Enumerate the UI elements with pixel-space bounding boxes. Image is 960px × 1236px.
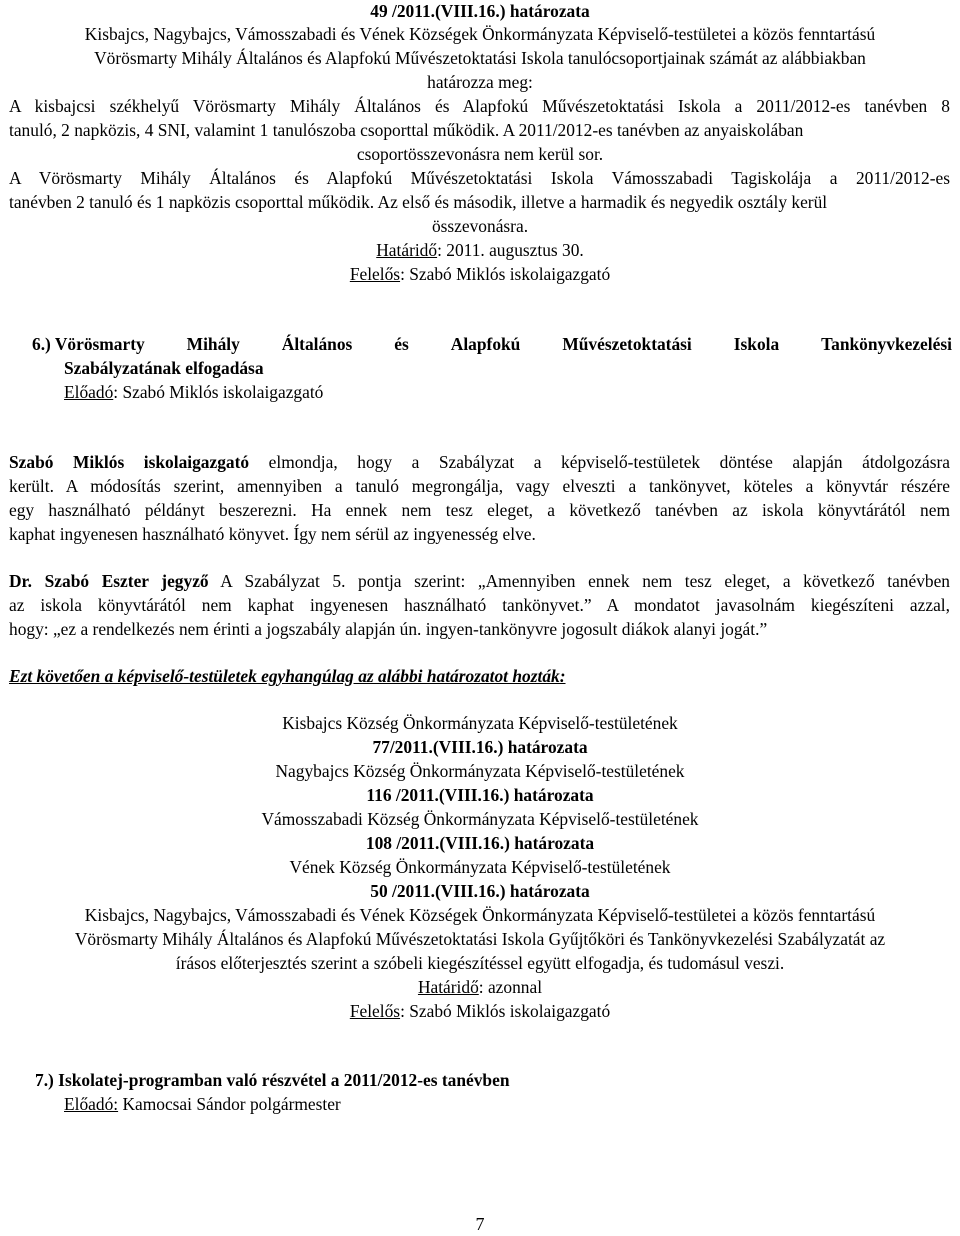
paragraph-line (9, 570, 950, 592)
deadline-value: : 2011. augusztus 30. (437, 240, 584, 260)
responsible-label: Felelős (349, 264, 401, 284)
speech-text: A Szabályzat 5. pontja szerint: „Amennyiben ennek nem tesz eleget, a következő tanévben (208, 571, 951, 591)
resolution-intro-line: határozza meg: (427, 72, 533, 92)
paragraph-line: tanuló, 2 napközis, 4 SNI, valamint 1 tanulószoba csoporttal működik. A 2011/2012-es tanévben az anyaiskolában (9, 120, 804, 140)
speech-text: elmondja, hogy a Szabályzat a képviselő-testületek döntése alapján átdolgozásra (249, 452, 950, 472)
presenter-value: Kamocsai Sándor polgármester (118, 1094, 341, 1114)
paragraph-line: került. A módosítás szerint, amennyiben a tanuló megrongálja, vagy elveszti a tankönyvet, köteles a könyvtár részére (9, 476, 950, 496)
responsible-line (0, 1000, 960, 1022)
deadline-label: Határidő (417, 977, 479, 997)
resolution-heading: 49 /2011.(VIII.16.) határozata (370, 1, 590, 21)
presenter-line (64, 381, 323, 403)
paragraph-line: csoportösszevonásra nem kerül sor. (356, 144, 604, 164)
title-word: Művészetoktatási (562, 334, 692, 354)
page-number: 7 (475, 1214, 485, 1234)
presenter-label: Előadó (64, 382, 114, 402)
resolution-number: 77/2011.(VIII.16.) határozata (372, 737, 588, 757)
paragraph-line: összevonásra. (431, 216, 529, 236)
presenter-value: : Szabó Miklós iskolaigazgató (113, 382, 324, 402)
responsible-line (0, 263, 960, 285)
speaker-name: Szabó Miklós iskolaigazgató (9, 452, 250, 472)
deadline-line (0, 239, 960, 261)
resolution-intro-line: Kisbajcs, Nagybajcs, Vámosszabadi és Vének Községek Önkormányzata Képviselő-testületei a közös fenntartású (84, 24, 876, 44)
paragraph-line: egy használható példányt beszerezni. Ha ennek nem tesz eleget, a következő tanévben az iskola könyvtárától nem (9, 500, 950, 520)
title-word: Tankönyvkezelési (821, 334, 952, 354)
deadline-label: Határidő (376, 240, 438, 260)
resolution-intro-line: Vörösmarty Mihály Általános és Alapfokú Művészetoktatási Iskola tanulócsoportjainak számát az alábbiakban (94, 48, 866, 68)
agenda-item-7-title: 7.) Iskolatej-programban való részvétel a 2011/2012-es tanévben (35, 1070, 510, 1090)
title-word: és (394, 334, 409, 354)
paragraph-line: az iskola könyvtárától nem kaphat ingyenesen használható tankönyvet.” A mondatot javasolnám kiegészíteni azzal, (9, 595, 950, 615)
paragraph-line (9, 451, 950, 473)
paragraph-line: tanévben 2 tanuló és 1 napközis csoporttal működik. Az első és második, illetve a harmadik és negyedik osztály kerül (9, 192, 828, 212)
title-word: Általános (281, 334, 353, 354)
deadline-line (0, 976, 960, 998)
title-word: 6.) Vörösmarty (32, 334, 145, 354)
conclusion-heading: Ezt követően a képviselő-testületek egyhangúlag az alábbi határozatot hozták: (9, 666, 566, 686)
title-word: Iskola (733, 334, 780, 354)
decision-line: Vörösmarty Mihály Általános és Alapfokú Művészetoktatási Iskola Gyűjtőköri és Tankönyvkezelési Szabályzatát az (74, 929, 886, 949)
title-word: Alapfokú (450, 334, 521, 354)
decision-line: Kisbajcs, Nagybajcs, Vámosszabadi és Vének Községek Önkormányzata Képviselő-testületei a közös fenntartású (84, 905, 876, 925)
resolution-number: 108 /2011.(VIII.16.) határozata (365, 833, 595, 853)
title-word: Mihály (186, 334, 240, 354)
paragraph-line: hogy: „ez a rendelkezés nem érinti a jogszabály alapján ún. ingyen-tankönyvre jogosult diákok alanyi jogát.” (9, 619, 768, 639)
resolution-number: 50 /2011.(VIII.16.) határozata (370, 881, 590, 901)
agenda-item-6-title-cont: Szabályzatának elfogadása (64, 358, 264, 378)
responsible-value: : Szabó Miklós iskolaigazgató (400, 1001, 611, 1021)
paragraph-line: A Vörösmarty Mihály Általános és Alapfokú Művészetoktatási Iskola Vámosszabadi Tagiskolája a 2011/2012-es (9, 168, 950, 188)
responsible-value: : Szabó Miklós iskolaigazgató (400, 264, 611, 284)
speaker-name: Dr. Szabó Eszter jegyző (9, 571, 209, 591)
resolution-number: 116 /2011.(VIII.16.) határozata (366, 785, 594, 805)
paragraph-line: A kisbajcsi székhelyű Vörösmarty Mihály Általános és Alapfokú Művészetoktatási Iskola a 2011/2012-es tanévben 8 (9, 96, 950, 116)
agenda-item-6-title (32, 333, 952, 355)
council-name: Vámosszabadi Község Önkormányzata Képviselő-testületének (261, 809, 699, 829)
deadline-value: : azonnal (478, 977, 543, 997)
responsible-label: Felelős (349, 1001, 401, 1021)
council-name: Vének Község Önkormányzata Képviselő-testületének (289, 857, 671, 877)
decision-line: írásos előterjesztés szerint a szóbeli kiegészítéssel együtt elfogadja, és tudomásul veszi. (175, 953, 785, 973)
presenter-label: Előadó: (64, 1094, 119, 1114)
council-name: Nagybajcs Község Önkormányzata Képviselő-testületének (275, 761, 685, 781)
council-name: Kisbajcs Község Önkormányzata Képviselő-testületének (282, 713, 678, 733)
paragraph-line: kaphat ingyenesen használható könyvet. Így nem sérül az ingyenesség elve. (9, 524, 536, 544)
presenter-line (64, 1093, 341, 1115)
